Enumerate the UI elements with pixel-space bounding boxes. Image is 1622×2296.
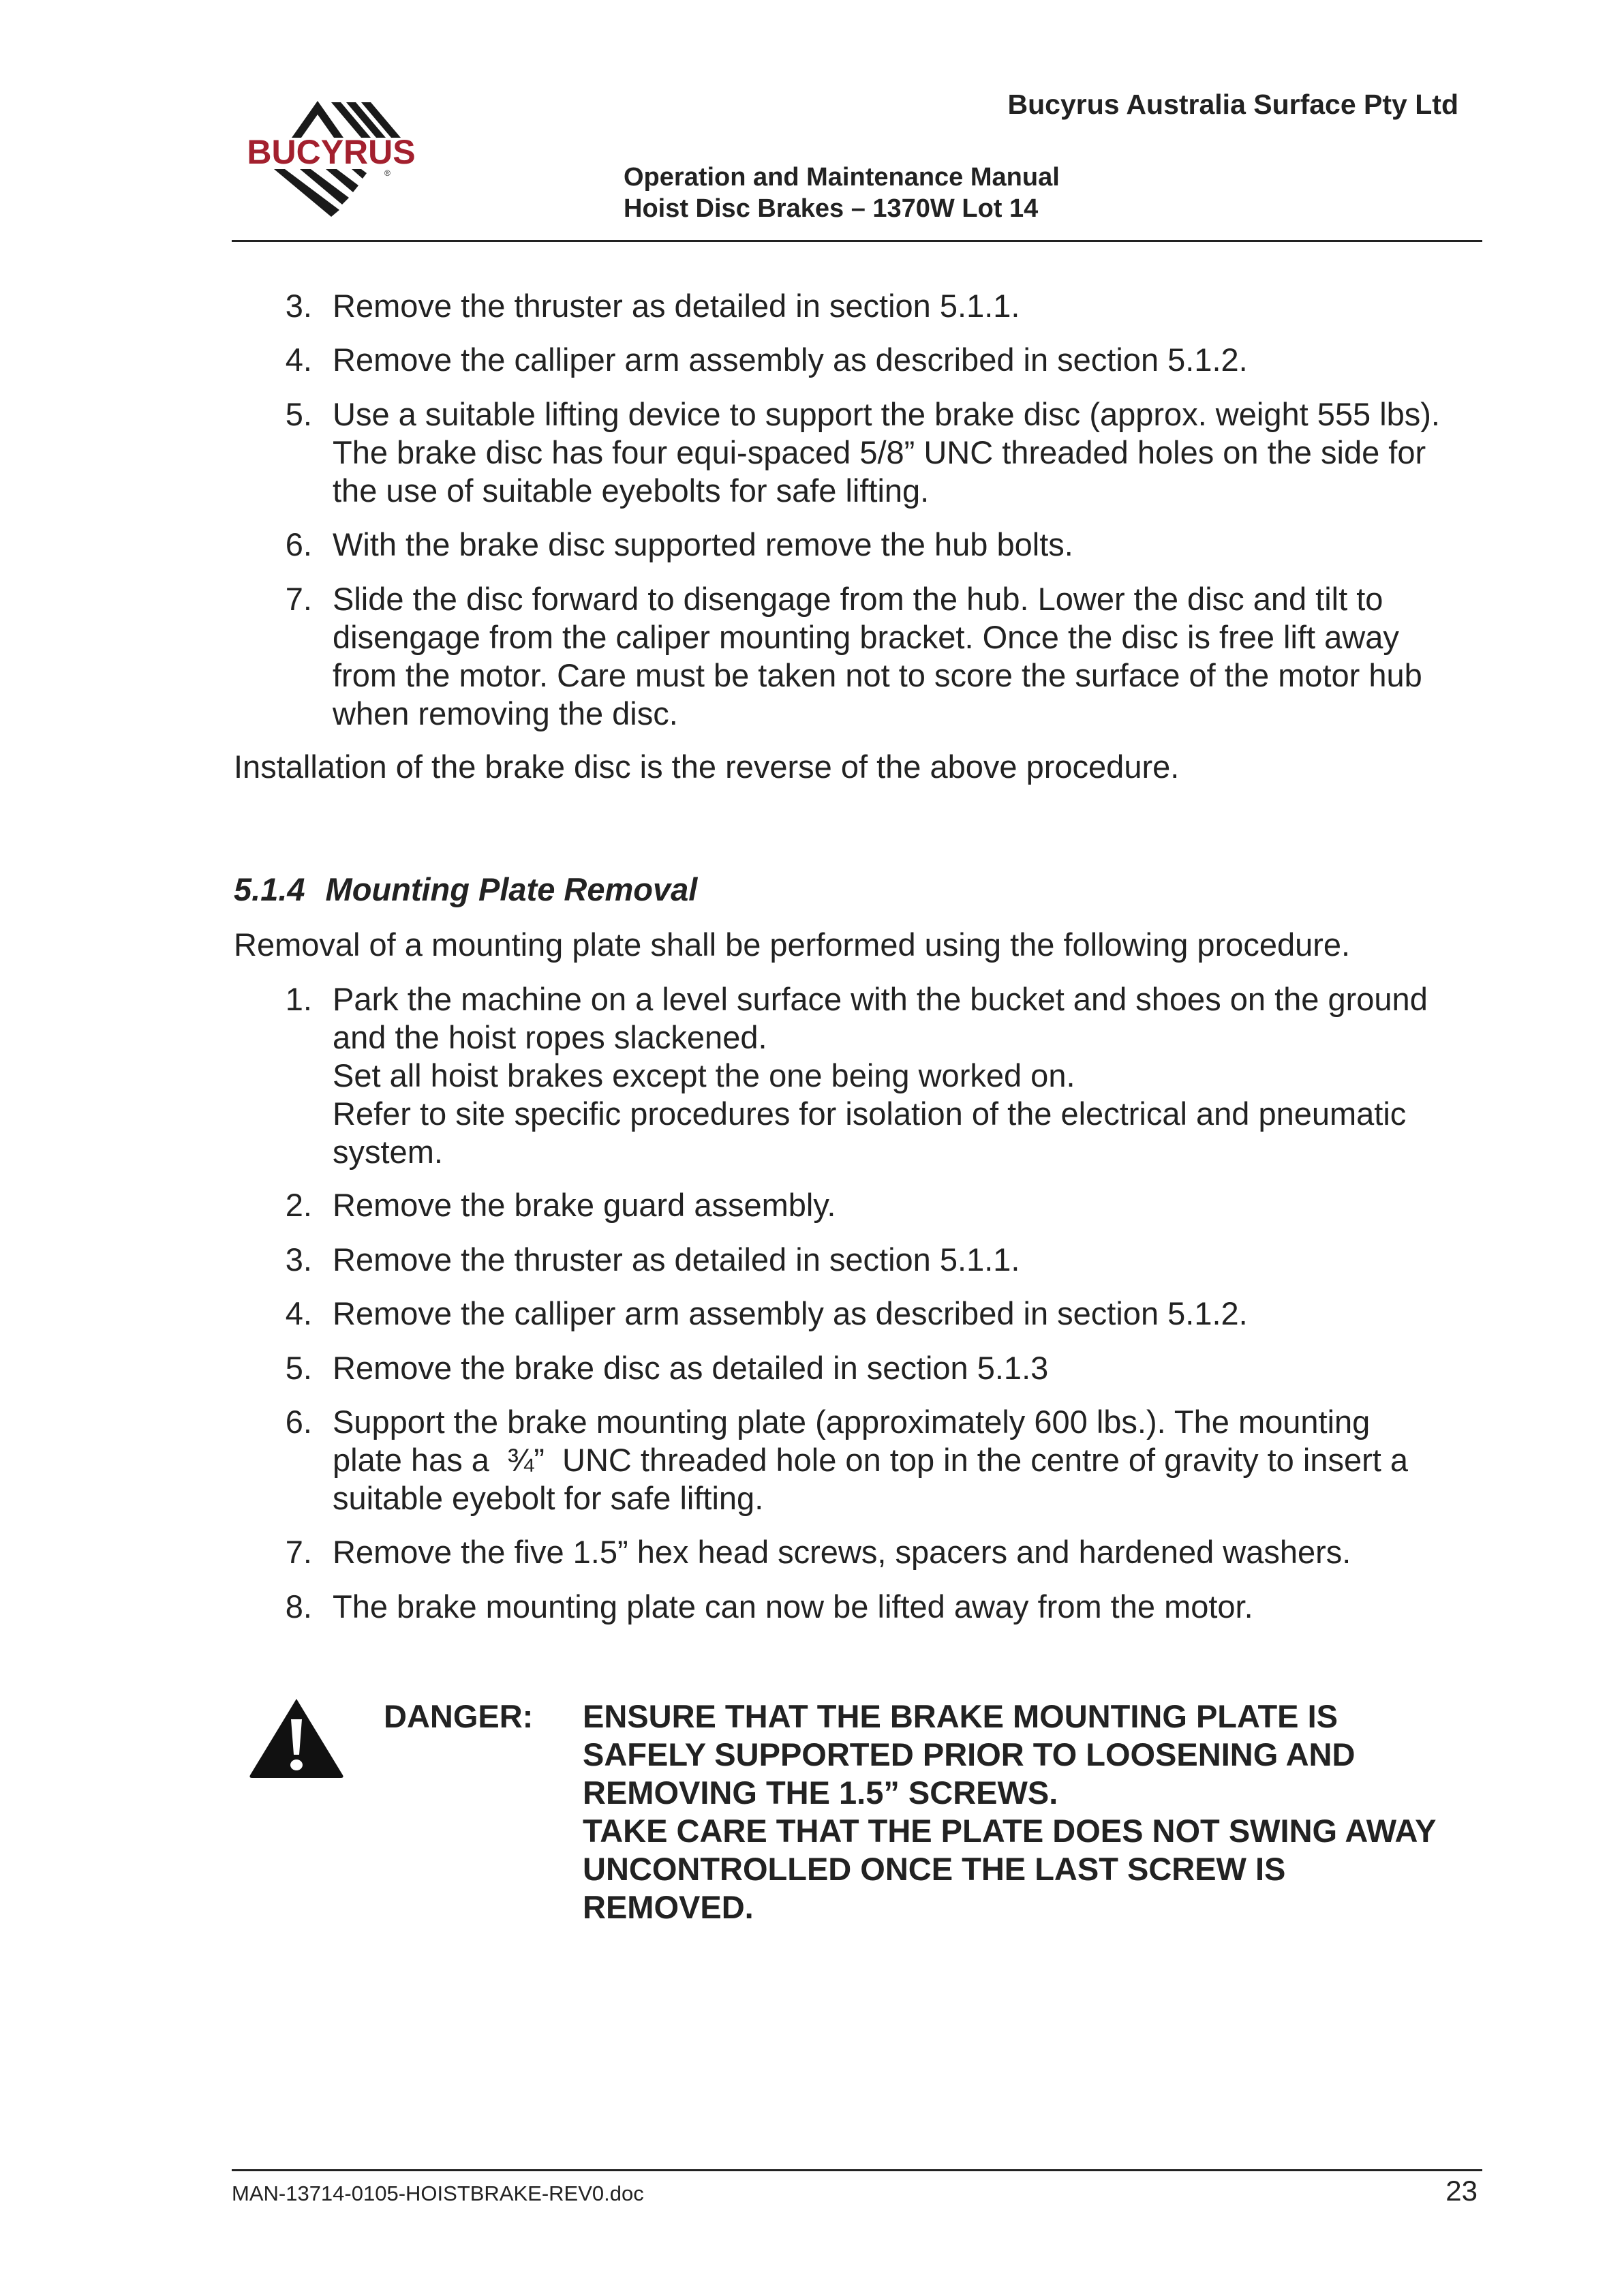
manual-title-line-1: Operation and Maintenance Manual xyxy=(624,163,1060,192)
danger-label: DANGER: xyxy=(384,1698,534,1734)
document-id: MAN-13714-0105-HOISTBRAKE-REV0.doc xyxy=(232,2181,644,2205)
company-name: Bucyrus Australia Surface Pty Ltd xyxy=(1007,89,1458,120)
manual-title xyxy=(624,162,1060,224)
logo-wordmark: BUCYRUS xyxy=(247,133,416,171)
manual-title-line-2: Hoist Disc Brakes – 1370W Lot 14 xyxy=(624,194,1039,223)
section-heading xyxy=(234,871,697,908)
svg-text:®: ® xyxy=(384,168,391,178)
section-number: 5.1.4 xyxy=(234,871,305,907)
section-intro: Removal of a mounting plate shall be performed using the following procedure. xyxy=(234,926,1351,963)
header-rule xyxy=(232,240,1482,242)
installation-note: Installation of the brake disc is the reverse of the above procedure. xyxy=(234,749,1180,785)
bucyrus-logo xyxy=(229,95,433,225)
section-title: Mounting Plate Removal xyxy=(325,871,698,907)
footer-rule xyxy=(232,2169,1482,2171)
page-number: 23 xyxy=(1445,2175,1478,2207)
warning-triangle-icon xyxy=(247,1696,346,1779)
danger-text: ENSURE THAT THE BRAKE MOUNTING PLATE IS SAFELY SUPPORTED PRIOR TO LOOSENING AND REMOVING THE 1.5” SCREWS. TAKE CARE THAT THE PLATE DOES NOT SWING AWAY UNCONTROLLED ONCE THE LAST SCREW IS REMOVED. xyxy=(583,1698,1437,1925)
